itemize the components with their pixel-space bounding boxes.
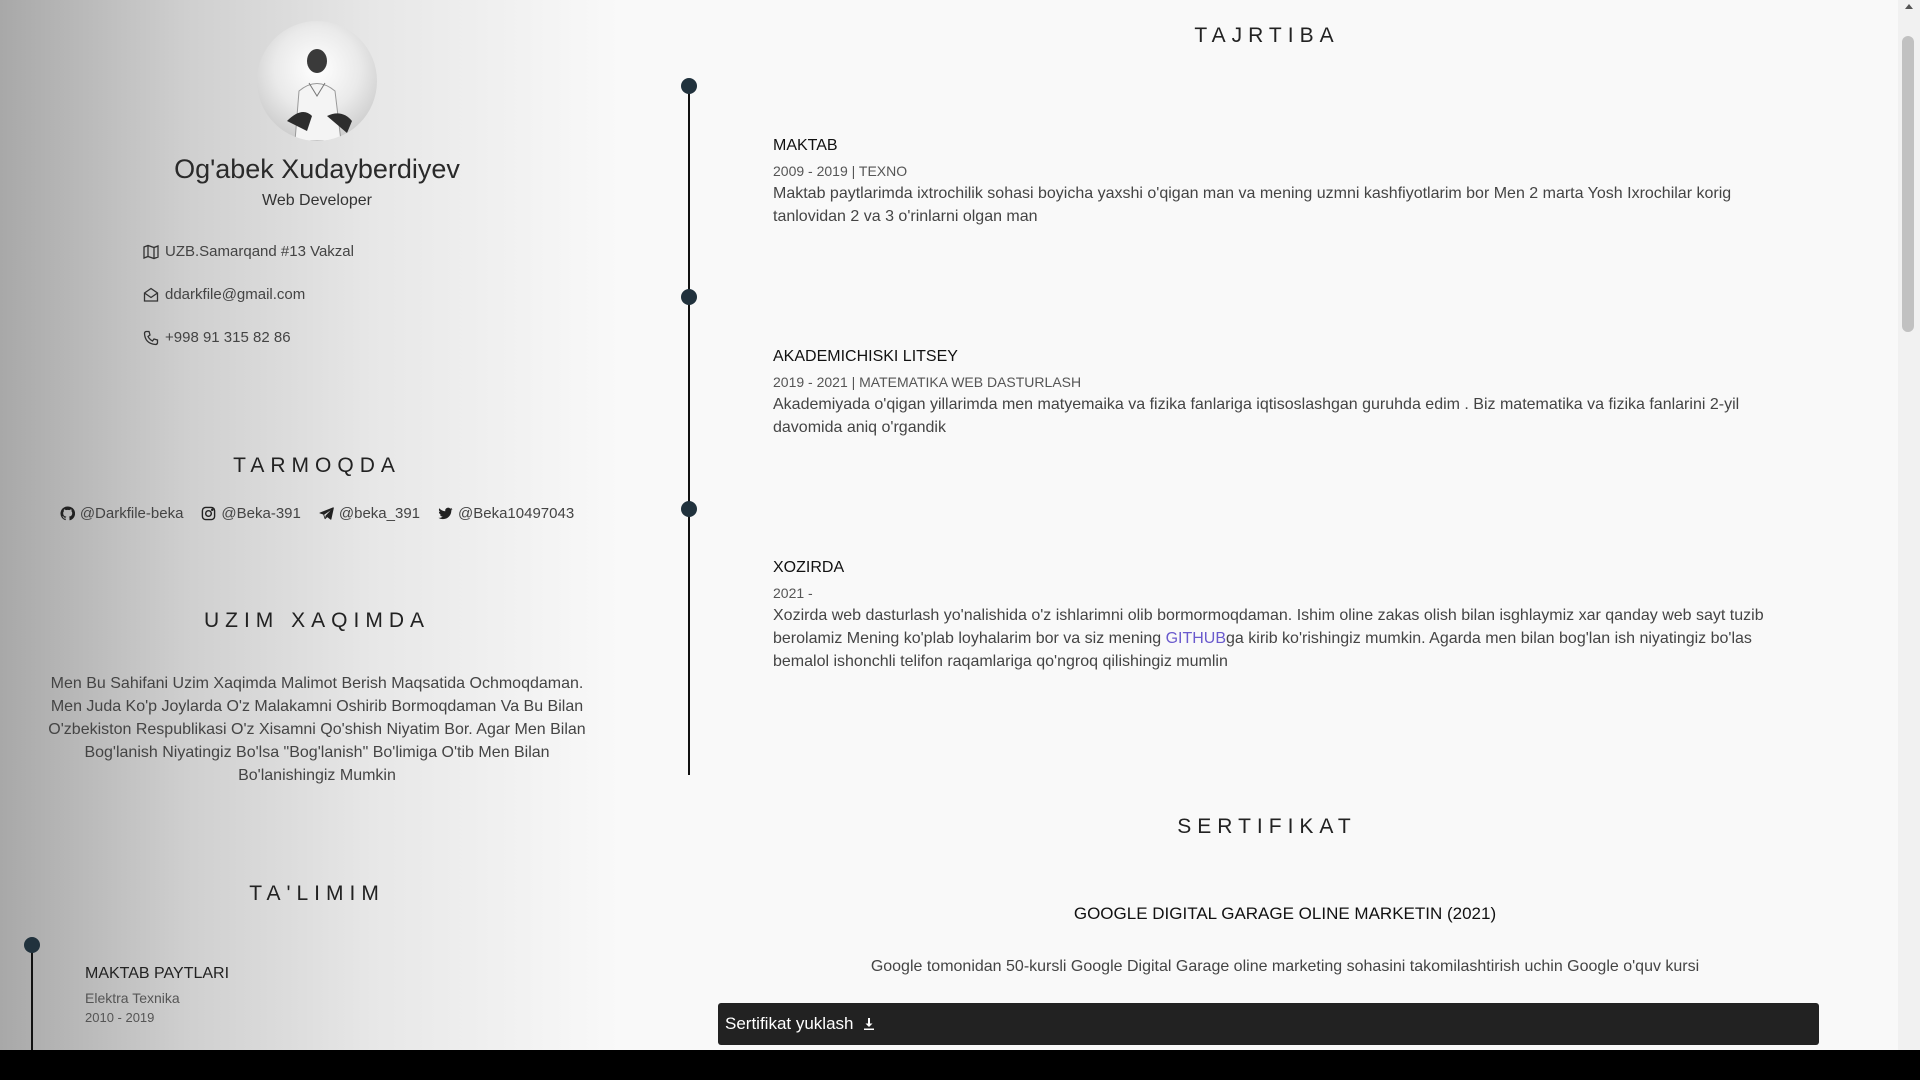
certificate-name: GOOGLE DIGITAL GARAGE OLINE MARKETIN (2021) bbox=[1073, 904, 1497, 923]
github-icon bbox=[60, 506, 75, 521]
experience-item-desc bbox=[773, 604, 1803, 673]
instagram-icon bbox=[201, 506, 216, 521]
phone-icon bbox=[143, 330, 159, 346]
twitter-icon bbox=[438, 506, 453, 521]
experience-item-title: MAKTAB bbox=[773, 137, 838, 154]
experience-item-meta: 2021 - bbox=[773, 585, 813, 601]
experience-desc-part: ga kirib ko'rishingiz mumkin. Agarda men bilan bog'lan ish niyatingiz bo'las bemalol ishonchli telifon raqamlariga qo'ngroq qilishingiz mumlin bbox=[773, 630, 1752, 670]
experience-timeline-dot bbox=[681, 78, 697, 94]
education-item-years: 2010 - 2019 bbox=[85, 1010, 155, 1025]
github-link[interactable]: GITHUB bbox=[1165, 630, 1227, 647]
experience-item-desc: Akademiyada o'qigan yillarimda men matyemaika va fizika fanlariga iqtisoslashgan guruhda edim . Biz matematika va fizika fanlarini 2-yil davomida aniq o'rgandik bbox=[773, 396, 1740, 436]
experience-desc-part: Xozirda web dasturlash yo'nalishida o'z ishlarimni olib bormormoqdaman. Ishim oline zakas olish bilan isghlaymiz xar qanday web sayt tuzib berolamiz Mening ko'plab loyhalarim bor va siz mening bbox=[773, 607, 1764, 647]
email-text[interactable]: ddarkfile@gmail.com bbox=[165, 286, 306, 303]
vertical-scrollbar[interactable] bbox=[1898, 0, 1920, 1050]
profile-sidebar bbox=[0, 0, 620, 1050]
download-icon bbox=[862, 1017, 876, 1031]
education-item-subtitle: Elektra Texnika bbox=[85, 990, 180, 1006]
education-timeline-line bbox=[31, 945, 33, 1050]
contact-phone bbox=[143, 329, 291, 346]
telegram-icon bbox=[319, 506, 334, 521]
scroll-up-arrow-icon[interactable] bbox=[1905, 4, 1913, 9]
instagram-handle: @Beka-391 bbox=[221, 505, 301, 522]
contact-email bbox=[143, 286, 305, 303]
social-github[interactable] bbox=[60, 505, 184, 522]
experience-item-title: AKADEMICHISKI LITSEY bbox=[773, 348, 958, 365]
education-timeline-dot bbox=[24, 937, 40, 953]
experience-item-meta: 2019 - 2021 | MATEMATIKA WEB DASTURLASH bbox=[773, 374, 1082, 390]
telegram-handle: @beka_391 bbox=[338, 505, 420, 522]
mail-icon bbox=[143, 287, 159, 303]
twitter-handle: @Beka10497043 bbox=[458, 505, 575, 522]
experience-item-title: XOZIRDA bbox=[773, 559, 845, 576]
certificate-desc: Google tomonidan 50-kursli Google Digital Garage oline marketing sohasini takomilashtirish uchin Google o'quv kursi bbox=[870, 958, 1700, 975]
contact-address bbox=[143, 243, 354, 260]
experience-item-meta: 2009 - 2019 | TEXNO bbox=[773, 163, 908, 179]
social-telegram[interactable] bbox=[319, 505, 420, 522]
experience-section-title: TAJRTIBA bbox=[1194, 24, 1340, 47]
education-item-title: MAKTAB PAYTLARI bbox=[85, 965, 230, 982]
social-instagram[interactable] bbox=[201, 505, 300, 522]
certificate-section-title: SERTIFIKAT bbox=[1177, 815, 1357, 838]
scrollbar-thumb[interactable] bbox=[1902, 36, 1914, 332]
github-handle: @Darkfile-beka bbox=[79, 505, 184, 522]
about-text: Men Bu Sahifani Uzim Xaqimda Malimot Berish Maqsatida Ochmoqdaman. Men Juda Ko'p Joylarda O'z Malakamni Oshirib Bormoqdaman Va Bu Bilan O'zbekiston Respublikasi O'z Xisamni Qo'shish Niyatim Bor. Agar Men Bilan Bog'lanish Niyatingiz Bo'lsa "Bog'lanish" Bo'limiga O'tib Men Bilan Bo'lanishingiz Mumkin bbox=[48, 675, 586, 784]
phone-text[interactable]: +998 91 315 82 86 bbox=[165, 329, 291, 346]
map-icon bbox=[143, 244, 159, 260]
experience-timeline-line bbox=[688, 86, 690, 775]
social-section-title: TARMOQDA bbox=[233, 454, 401, 477]
profile-role: Web Developer bbox=[262, 192, 372, 209]
experience-timeline-dot bbox=[681, 289, 697, 305]
experience-item-desc: Maktab paytlarimda ixtrochilik sohasi boyicha yaxshi o'qigan man va mening uzmni kashfiyotlarim bor Men 2 marta Yosh Ixrochilar korig tanlovidan 2 va 3 o'rinlarni olgan man bbox=[773, 185, 1732, 225]
avatar bbox=[257, 21, 377, 141]
about-section-title: UZIM XAQIMDA bbox=[203, 609, 430, 632]
profile-name: Og'abek Xudayberdiyev bbox=[174, 154, 460, 184]
social-twitter[interactable] bbox=[438, 505, 574, 522]
education-section-title: TA'LIMIM bbox=[249, 882, 385, 905]
certificate-download-label: Sertifikat yuklash bbox=[725, 1014, 854, 1033]
social-links bbox=[0, 505, 634, 522]
address-text: UZB.Samarqand #13 Vakzal bbox=[165, 243, 354, 260]
experience-timeline-dot bbox=[681, 501, 697, 517]
certificate-download-button[interactable] bbox=[718, 1003, 1819, 1045]
